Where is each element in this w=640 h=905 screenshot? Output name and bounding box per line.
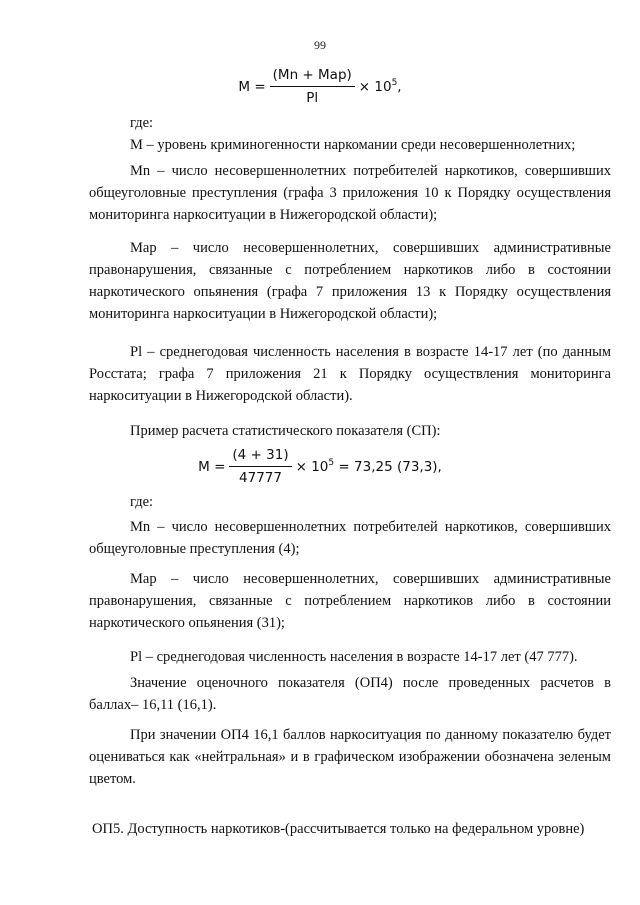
formula-example: [0, 446, 640, 487]
formula-exponent: 5: [391, 78, 398, 88]
example-multiplier: × $10^5 = 73,25$ (73,3),: [295, 458, 442, 475]
formula-numerator: (Mn + Map): [270, 66, 355, 87]
example-definition-pl: Pl – среднегодовая численность населения в возрасте 14-17 лет (47 777).: [130, 649, 578, 665]
example-definition-map: Map – число несовершеннолетних, совершивших административные правонарушения, связанные с потреблением наркотиков либо в состоянии наркотического опьянения (31);: [89, 571, 611, 631]
formula-fraction: [270, 66, 355, 107]
where-label-2: где:: [130, 494, 154, 510]
example-exponent: 5: [328, 458, 335, 468]
indicator-result: При значении ОП4 16,1 баллов наркоситуация по данному показателю будет оцениваться как «нейтральная» и в графическом изображении обозначена зеленым цветом.: [89, 727, 611, 787]
example-denominator: 47777: [239, 470, 282, 486]
definition-map: Map – число несовершеннолетних, совершивших административные правонарушения, связанные с потреблением наркотиков либо в состоянии наркотического опьянения (графа 7 приложения 13 к Порядку осуществления мониторинга наркоситуации в Нижегородской области);: [89, 240, 611, 322]
definition-m: M – уровень криминогенности наркомании среди несовершеннолетних;: [130, 137, 576, 153]
example-definition-mn: Mn – число несовершеннолетних потребителей наркотиков, совершивших общеуголовные преступления (4);: [89, 519, 611, 557]
example-result: = 73,25 (73,3),: [338, 459, 442, 475]
formula-multiplier: × $10^5$,: [358, 78, 402, 95]
formula-main: [0, 66, 640, 107]
definition-pl: Pl – среднегодовая численность населения в возрасте 14-17 лет (по данным Росстата; графа 7 приложения 21 к Порядку осуществления мониторинга наркоситуации в Нижегородской области).: [89, 344, 611, 404]
where-label: где:: [130, 115, 154, 131]
definition-mn: Mn – число несовершеннолетних потребителей наркотиков, совершивших общеуголовные преступления (графа 3 приложения 10 к Порядку осуществления мониторинга наркоситуации в Нижегородской области);: [89, 163, 611, 223]
formula-lhs: M =: [238, 78, 266, 95]
section-op5: ОП5. Доступность наркотиков-(рассчитывается только на федеральном уровне): [92, 821, 585, 837]
example-fraction: [229, 446, 291, 487]
example-numerator: (4 + 31): [229, 446, 291, 467]
example-title: Пример расчета статистического показателя (СП):: [130, 423, 441, 439]
example-lhs: M =: [198, 458, 226, 475]
formula-denominator: Pl: [306, 90, 319, 106]
page-number: 99: [314, 38, 326, 52]
indicator-value: Значение оценочного показателя (ОП4) после проведенных расчетов в баллах– 16,11 (16,1).: [89, 675, 611, 713]
